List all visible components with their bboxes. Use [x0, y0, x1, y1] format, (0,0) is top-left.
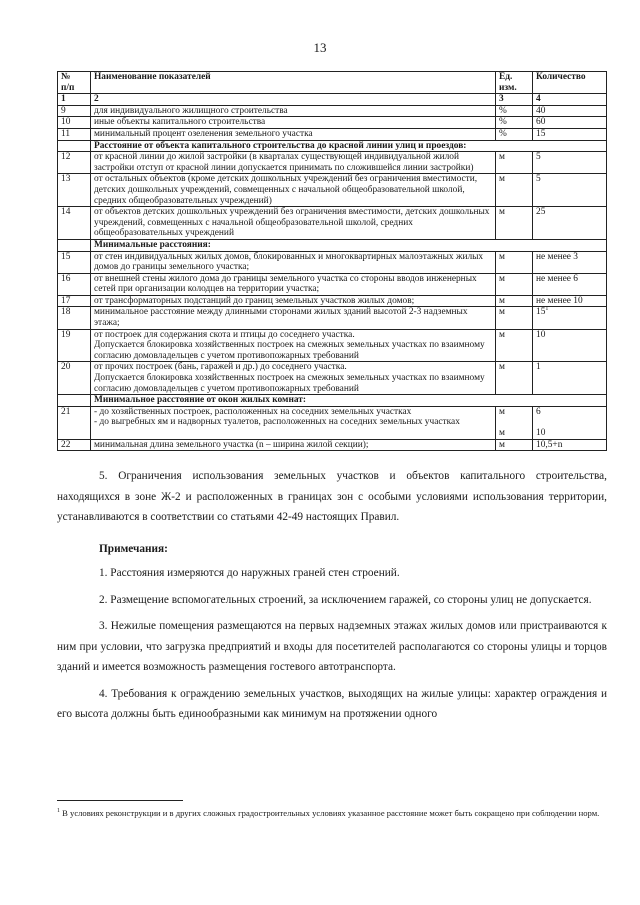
table-row — [58, 117, 607, 129]
qty-text: 40 — [536, 105, 546, 116]
unit-cell — [496, 128, 533, 140]
num-cell: 16 — [58, 273, 91, 295]
qty-cell — [533, 329, 607, 362]
unit-text: м — [499, 329, 505, 340]
num-cell: 18 — [58, 307, 91, 329]
unit-cell — [496, 329, 533, 362]
footnote-mark: 1 — [57, 808, 60, 815]
footnote-text: В условиях реконструкции и в других сложных градостроительных условиях указанное расстояние может быть сокращено при соблюдении норм. — [60, 808, 600, 818]
qty-cell — [533, 406, 607, 439]
name-cell: минимальная длина земельного участка (n – ширина жилой секции); — [91, 439, 496, 451]
table-header-row — [58, 72, 607, 94]
num-cell: 9 — [58, 105, 91, 117]
unit-cell — [496, 207, 533, 240]
unit-cell — [496, 295, 533, 307]
name-cell: от стен индивидуальных жилых домов, блокированных и многоквартирных малоэтажных жилых домов до границы земельного участка; — [91, 251, 496, 273]
table-row — [58, 152, 607, 174]
name-cell: минимальное расстояние между длинными сторонами жилых зданий высотой 2-3 надземных этажа; — [91, 307, 496, 329]
qty-text: не менее 3 — [536, 251, 578, 262]
qty-text: 15 — [536, 128, 546, 139]
num-cell: 13 — [58, 174, 91, 207]
index-cell: 1 — [58, 94, 91, 106]
qty-text: 25 — [536, 207, 546, 218]
unit-cell — [496, 362, 533, 395]
name-cell: от трансформаторных подстанций до границ земельных участков жилых домов; — [91, 295, 496, 307]
header-num: № п/п — [58, 72, 91, 94]
qty-cell — [533, 251, 607, 273]
name-cell: от объектов детских дошкольных учреждений без ограничения вместимости, детских дошкольных учреждений, совмещенных с начальной общеобразовательной школой, средних общеобразовательных учреждений — [91, 207, 496, 240]
qty-cell — [533, 152, 607, 174]
qty-cell — [533, 273, 607, 295]
unit-line: м — [499, 428, 505, 438]
qty-text: 10 — [536, 329, 546, 340]
unit-text: % — [499, 128, 507, 139]
header-unit: Ед. изм. — [496, 72, 533, 94]
table-row — [58, 406, 607, 439]
table-row — [58, 105, 607, 117]
name-cell: от внешней стены жилого дома до границы земельного участка со стороны вводов инженерных сетей при организации колодцев на территории участка; — [91, 273, 496, 295]
unit-text: м — [499, 251, 505, 262]
qty-cell — [533, 362, 607, 395]
unit-text: м — [499, 152, 505, 163]
note-3: 3. Нежилые помещения размещаются на первых надземных этажах жилых домов или пристраиваются к ним при условии, что загрузка предприятий и входы для посетителей располагаются со стороны улицы и торцов зданий и имеется возможность размещения гостевого автотранспорта. — [57, 620, 607, 673]
table-row — [58, 362, 607, 395]
qty-text: не менее 10 — [536, 295, 583, 306]
section-row — [58, 140, 607, 152]
qty-cell — [533, 105, 607, 117]
num-cell: 12 — [58, 152, 91, 174]
notes-title: Примечания: — [99, 542, 168, 555]
table-index-row — [58, 94, 607, 106]
qty-text: 5 — [536, 174, 541, 185]
section-title: Минимальные расстояния: — [91, 239, 607, 251]
table-row — [58, 273, 607, 295]
section-title: Расстояние от объекта капитального строительства до красной линии улиц и проездов: — [91, 140, 607, 152]
qty-text: 15 — [536, 307, 546, 318]
name-cell: - до хозяйственных построек, расположенных на соседних земельных участках - до выгребных ям и надворных туалетов, расположенных на соседних земельных участках — [91, 406, 496, 439]
qty-cell — [533, 117, 607, 129]
num-cell: 14 — [58, 207, 91, 240]
unit-cell — [496, 439, 533, 451]
unit-text: м — [499, 362, 505, 373]
footnote-ref: 1 — [545, 306, 549, 313]
section-row — [58, 395, 607, 407]
num-cell — [58, 140, 91, 152]
note-4: 4. Требования к ограждению земельных участков, выходящих на жилые улицы: характер ограждения и его высота должны быть единообразными как минимум на протяжении одного — [57, 687, 607, 720]
unit-cell — [496, 307, 533, 329]
qty-text: 5 — [536, 152, 541, 163]
num-cell: 10 — [58, 117, 91, 129]
table-row — [58, 128, 607, 140]
unit-cell — [496, 105, 533, 117]
section-title: Минимальное расстояние от окон жилых комнат: — [91, 395, 607, 407]
unit-text: м — [499, 207, 505, 218]
unit-cell — [496, 273, 533, 295]
unit-text: м — [499, 439, 505, 450]
qty-cell — [533, 307, 607, 329]
unit-line: м — [499, 406, 505, 417]
unit-cell — [496, 406, 533, 439]
table-row — [58, 207, 607, 240]
num-cell: 17 — [58, 295, 91, 307]
unit-cell — [496, 251, 533, 273]
unit-text: м — [499, 295, 505, 306]
page-number: 13 — [313, 40, 327, 55]
num-cell: 19 — [58, 329, 91, 362]
qty-text: 60 — [536, 117, 546, 128]
name-cell: для индивидуального жилищного строительства — [91, 105, 496, 117]
table-row — [58, 251, 607, 273]
name-cell: от остальных объектов (кроме детских дошкольных учреждений без ограничения вместимости, детских дошкольных учреждений, совмещенных с начальной общеобразовательной школой, средних общеобразовательных учреждений) — [91, 174, 496, 207]
unit-text: м — [499, 174, 505, 185]
table-row — [58, 329, 607, 362]
qty-line: 10 — [536, 428, 546, 438]
qty-cell — [533, 128, 607, 140]
qty-text: 1 — [536, 362, 541, 373]
name-cell: от прочих построек (бань, гаражей и др.) до соседнего участка. Допускается блокировка хозяйственных построек на смежных земельных участках по взаимному согласию домовладельцев с учетом противопожарных требований — [91, 362, 496, 395]
indicators-table — [57, 71, 607, 451]
footnote-separator — [57, 800, 183, 801]
name-cell: от построек для содержания скота и птицы до соседнего участка. Допускается блокировка хозяйственных построек на смежных земельных участках по взаимному согласию домовладельцев с учетом противопожарных требований — [91, 329, 496, 362]
index-cell: 3 — [496, 94, 533, 106]
unit-text: м — [499, 307, 505, 318]
qty-text: 10,5+n — [536, 439, 563, 450]
unit-cell — [496, 152, 533, 174]
header-qty: Количество — [533, 72, 607, 94]
qty-line: 6 — [536, 406, 541, 417]
unit-text: % — [499, 105, 507, 116]
num-cell: 22 — [58, 439, 91, 451]
name-cell: иные объекты капитального строительства — [91, 117, 496, 129]
table-row — [58, 174, 607, 207]
unit-cell — [496, 117, 533, 129]
index-cell: 2 — [91, 94, 496, 106]
qty-text: не менее 6 — [536, 273, 578, 284]
table-row — [58, 439, 607, 451]
num-cell: 15 — [58, 251, 91, 273]
name-cell: минимальный процент озеленения земельного участка — [91, 128, 496, 140]
num-cell: 21 — [58, 406, 91, 439]
footnote — [57, 807, 607, 819]
section-row — [58, 239, 607, 251]
num-cell — [58, 239, 91, 251]
qty-cell — [533, 439, 607, 451]
table-row — [58, 307, 607, 329]
qty-cell — [533, 207, 607, 240]
body-text — [57, 466, 607, 725]
unit-text: % — [499, 117, 507, 128]
note-1: 1. Расстояния измеряются до наружных граней стен строений. — [99, 567, 400, 579]
num-cell — [58, 395, 91, 407]
qty-cell — [533, 174, 607, 207]
num-cell: 11 — [58, 128, 91, 140]
header-name: Наименование показателей — [91, 72, 496, 94]
table-row — [58, 295, 607, 307]
name-cell: от красной линии до жилой застройки (в кварталах существующей индивидуальной жилой застройки отступ от красной линии допускается принимать по сложившейся линии застройки) — [91, 152, 496, 174]
unit-text: м — [499, 273, 505, 284]
index-cell: 4 — [533, 94, 607, 106]
paragraph-5: 5. Ограничения использования земельных участков и объектов капитального строительства, находящихся в зоне Ж-2 и расположенных в границах зон с особыми условиями использования территории, устанавливаются в соответствии со статьями 42-49 настоящих Правил. — [57, 470, 607, 523]
qty-cell — [533, 295, 607, 307]
note-2: 2. Размещение вспомогательных строений, за исключением гаражей, со стороны улиц не допускается. — [99, 593, 592, 606]
unit-cell — [496, 174, 533, 207]
num-cell: 20 — [58, 362, 91, 395]
